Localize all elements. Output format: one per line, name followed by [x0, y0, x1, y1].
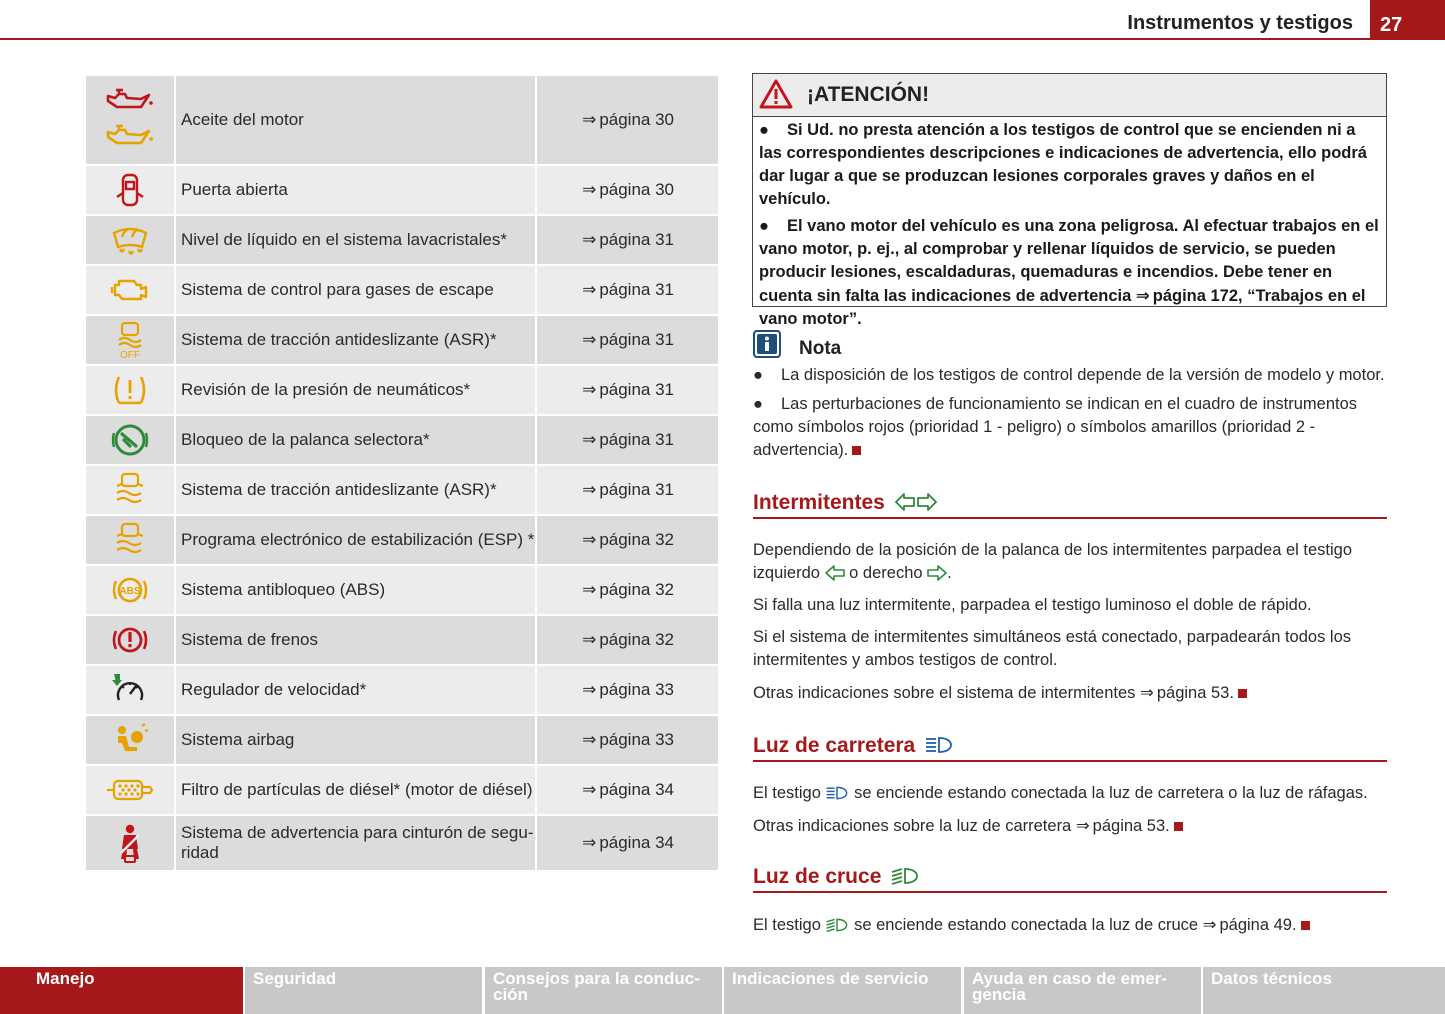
page-reference-link[interactable]: página 33: [599, 730, 674, 749]
arrow-icon: ⇒: [582, 780, 597, 800]
chapter-title: Instrumentos y testigos: [1127, 12, 1353, 34]
arrow-icon: ⇒: [582, 180, 597, 200]
arrow-icon: ⇒: [1075, 816, 1090, 835]
warning-light-description: Sistema de control para gases de escape: [175, 265, 536, 315]
note-paragraph: ● Las perturbaciones de funcionamiento se indican en el cuadro de instrumentos como símbolos rojos (prioridad 1 - peligro) o símbolos amarillos (prioridad 2 - advertencia).: [753, 395, 1358, 459]
arrow-icon: ⇒: [582, 530, 597, 550]
arrow-icon: ⇒: [582, 680, 597, 700]
arrow-icon: ⇒: [582, 430, 597, 450]
page-reference[interactable]: [536, 165, 718, 215]
page-reference[interactable]: [536, 715, 718, 765]
table-row: [86, 815, 718, 871]
body-paragraph: Si falla una luz intermitente, parpadea el testigo luminoso el doble de rápido.: [753, 596, 1312, 614]
page-number: 27: [1370, 0, 1445, 40]
page-reference[interactable]: [536, 565, 718, 615]
warning-paragraph: ● Si Ud. no presta atención a los testigos de control que se encienden ni a las correspondientes descripciones e indicaciones de advertencia, ello podrá dar lugar a que se produzcan lesiones corporales graves y daños en el vehículo.: [759, 121, 1367, 208]
page-reference-link[interactable]: página 30: [599, 110, 674, 129]
page-reference-link[interactable]: página 49.: [1219, 916, 1297, 934]
table-row: [86, 75, 718, 165]
oil-pressure-icon: [86, 75, 175, 165]
arrow-icon: ⇒: [582, 280, 597, 300]
info-icon: [753, 345, 781, 362]
abs-icon: [86, 565, 175, 615]
warning-light-description: Revisión de la presión de neumáticos*: [175, 365, 536, 415]
page-reference-link[interactable]: página 31: [599, 330, 674, 349]
page-reference[interactable]: [536, 265, 718, 315]
engine-check-icon: [86, 265, 175, 315]
tab-datos-tecnicos[interactable]: Datos técnicos: [1203, 967, 1445, 1014]
warning-light-description: Aceite del motor: [175, 75, 536, 165]
warning-body: [753, 117, 1386, 331]
page-reference-link[interactable]: página 53.: [1092, 817, 1170, 835]
page-reference[interactable]: [536, 415, 718, 465]
warning-light-description: Sistema de frenos: [175, 615, 536, 665]
end-mark: [852, 446, 861, 455]
tab-ayuda-emergencia[interactable]: Ayuda en caso de emer-gencia: [964, 967, 1201, 1014]
arrow-icon: ⇒: [582, 480, 597, 500]
arrow-icon: ⇒: [1202, 915, 1217, 934]
body-paragraph: El testigo se enciende estando conectada la luz de cruce ⇒ página 49.: [753, 913, 1387, 937]
page-reference-link[interactable]: página 31: [599, 480, 674, 499]
table-row: [86, 515, 718, 565]
section-body-luz-cruce: [753, 913, 1387, 946]
page-reference-link[interactable]: página 34: [599, 780, 674, 799]
selector-lever-lock-icon: [86, 415, 175, 465]
arrow-icon: ⇒: [582, 580, 597, 600]
page-reference-link[interactable]: página 33: [599, 680, 674, 699]
warning-light-description: Sistema airbag: [175, 715, 536, 765]
end-mark: [1238, 689, 1247, 698]
arrow-icon: ⇒: [582, 380, 597, 400]
body-paragraph: Otras indicaciones sobre el sistema de intermitentes ⇒ página 53.: [753, 681, 1387, 705]
page-reference-link[interactable]: página 31: [599, 230, 674, 249]
page-reference[interactable]: [536, 315, 718, 365]
chapter-tabs: [0, 967, 1445, 1014]
note-paragraph: ● La disposición de los testigos de control depende de la versión de modelo y motor.: [753, 366, 1385, 384]
body-paragraph: Dependiendo de la posición de la palanca de los intermitentes parpadea el testigo izquierdo o derecho .: [753, 541, 1352, 582]
warning-light-description: Filtro de partículas de diésel* (motor de diésel): [175, 765, 536, 815]
page-reference[interactable]: [536, 765, 718, 815]
arrow-icon: ⇒: [582, 730, 597, 750]
warning-light-description: Nivel de líquido en el sistema lavacristales*: [175, 215, 536, 265]
warning-light-description: Regulador de velocidad*: [175, 665, 536, 715]
table-row: [86, 165, 718, 215]
section-heading-luz-carretera: Luz de carretera: [753, 734, 1387, 762]
arrow-icon: ⇒: [582, 630, 597, 650]
tab-indicaciones-servicio[interactable]: Indicaciones de servicio: [724, 967, 961, 1014]
svg-text:ABS: ABS: [119, 586, 141, 597]
high-beam-icon: [825, 784, 849, 802]
note-title: Nota: [799, 338, 842, 359]
warning-paragraph: ● El vano motor del vehículo es una zona peligrosa. Al efectuar trabajos en el vano motor, p. ej., al comprobar y rellenar líquidos de servicio, se pueden producir lesiones, escaldaduras, quemaduras e incendios. Debe tener en cuenta sin falta las indicaciones de advertencia ⇒ página 172, “Trabajos en el vano motor”.: [759, 217, 1379, 328]
tab-seguridad[interactable]: Seguridad: [245, 967, 482, 1014]
section-heading-intermitentes: Intermitentes: [753, 491, 1387, 519]
table-row: [86, 665, 718, 715]
body-paragraph: Otras indicaciones sobre la luz de carretera ⇒ página 53.: [753, 814, 1387, 838]
washer-fluid-icon: [86, 215, 175, 265]
esp-icon: [86, 515, 175, 565]
page-reference-link[interactable]: página 31: [599, 430, 674, 449]
arrow-icon: ⇒: [582, 230, 597, 250]
arrow-icon: ⇒: [582, 330, 597, 350]
turn-right-icon: [927, 564, 947, 582]
seatbelt-icon: [86, 815, 175, 871]
page-reference-link[interactable]: página 31: [599, 280, 674, 299]
page-reference-link[interactable]: página 32: [599, 630, 674, 649]
section-heading-luz-cruce: Luz de cruce: [753, 865, 1387, 893]
table-row: [86, 315, 718, 365]
warning-light-description: Sistema de tracción antideslizante (ASR)*: [175, 465, 536, 515]
door-open-icon: [86, 165, 175, 215]
table-row: [86, 215, 718, 265]
note-header: [753, 330, 842, 360]
header-rule: [0, 38, 1370, 40]
warning-lights-table: [86, 74, 718, 872]
warning-box: [752, 73, 1387, 328]
tab-consejos-conduccion[interactable]: Consejos para la conduc-ción: [485, 967, 722, 1014]
section-body-intermitentes: [753, 539, 1387, 714]
arrow-icon: ⇒: [1135, 286, 1150, 305]
page-reference[interactable]: [536, 665, 718, 715]
warning-light-description: Sistema de tracción antideslizante (ASR)*: [175, 315, 536, 365]
turn-left-icon: [825, 564, 845, 582]
warning-triangle-icon: [759, 79, 793, 114]
arrow-icon: ⇒: [1140, 683, 1154, 702]
end-mark: [1301, 921, 1310, 930]
table-row: [86, 765, 718, 815]
page-reference[interactable]: [536, 815, 718, 871]
table-row: [86, 365, 718, 415]
warning-box-header: [753, 74, 1386, 117]
table-row: [86, 265, 718, 315]
page-reference[interactable]: [536, 615, 718, 665]
section-body-luz-carretera: [753, 782, 1387, 847]
page-reference-link[interactable]: página 32: [599, 530, 674, 549]
page-reference[interactable]: [536, 515, 718, 565]
table-row: [86, 715, 718, 765]
warning-light-description: Bloqueo de la palanca selectora*: [175, 415, 536, 465]
table-row: [86, 565, 718, 615]
page-reference-link[interactable]: página 30: [599, 180, 674, 199]
table-row: [86, 415, 718, 465]
page-reference[interactable]: [536, 215, 718, 265]
high-beam-icon: [921, 734, 953, 757]
page-reference[interactable]: [536, 465, 718, 515]
page-reference[interactable]: [536, 365, 718, 415]
table-row: [86, 465, 718, 515]
cruise-control-icon: [86, 665, 175, 715]
low-beam-icon: [887, 865, 919, 888]
page-reference-link[interactable]: página 34: [599, 833, 674, 852]
page-reference-link[interactable]: página 53.: [1156, 684, 1234, 702]
warning-light-description: Sistema antibloqueo (ABS): [175, 565, 536, 615]
low-beam-icon: [825, 916, 849, 934]
traction-off-icon: [86, 315, 175, 365]
traction-control-icon: [86, 465, 175, 515]
page-reference-link[interactable]: página 172, “Trabajos en el vano motor”.: [759, 287, 1366, 328]
diesel-particle-filter-icon: [86, 765, 175, 815]
warning-title: ¡ATENCIÓN!: [807, 83, 930, 106]
warning-light-description: Programa electrónico de estabilización (ESP) *: [175, 515, 536, 565]
brake-system-icon: [86, 615, 175, 665]
page-reference-link[interactable]: página 31: [599, 380, 674, 399]
table-row: [86, 615, 718, 665]
airbag-icon: [86, 715, 175, 765]
page-reference-link[interactable]: página 32: [599, 580, 674, 599]
warning-light-description: Sistema de advertencia para cinturón de segu-ridad: [175, 815, 536, 871]
tab-manejo[interactable]: Manejo: [0, 967, 243, 1014]
body-paragraph: Si el sistema de intermitentes simultáneos está conectado, parpadearán todos los intermitentes y ambos testigos de control.: [753, 628, 1352, 669]
warning-light-description: Puerta abierta: [175, 165, 536, 215]
tire-pressure-icon: [86, 365, 175, 415]
svg-text:OFF: OFF: [120, 350, 140, 360]
turn-signal-icon: [891, 491, 937, 514]
arrow-icon: ⇒: [582, 110, 597, 130]
arrow-icon: ⇒: [582, 833, 597, 853]
page-reference[interactable]: [536, 75, 718, 165]
page-header: [0, 0, 1445, 42]
end-mark: [1174, 822, 1183, 831]
body-paragraph: El testigo se enciende estando conectada la luz de carretera o la luz de ráfagas.: [753, 784, 1368, 802]
note-body: [753, 364, 1393, 468]
